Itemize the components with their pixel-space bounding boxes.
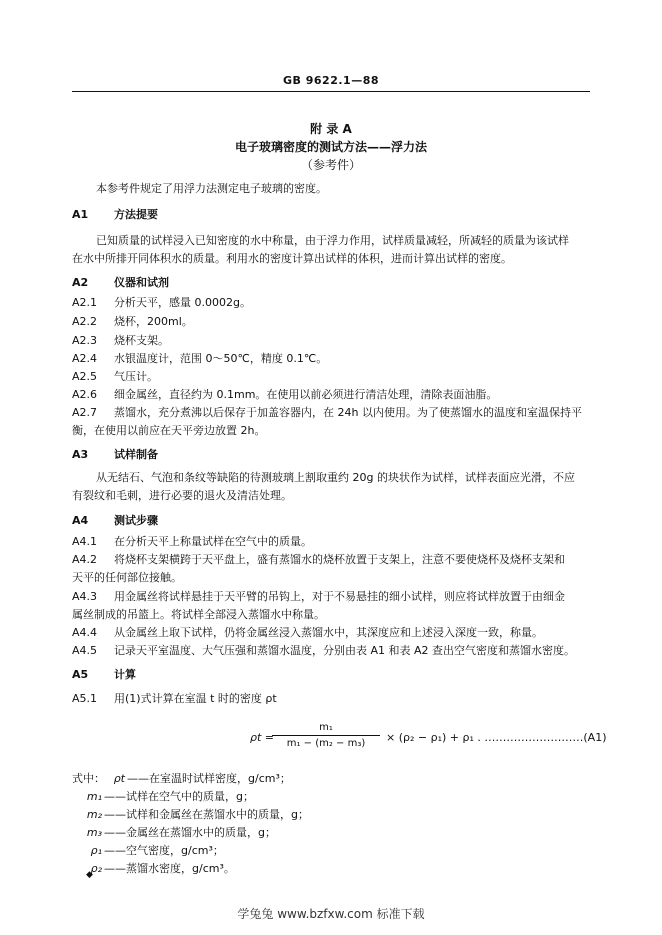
section-a1-heading: A1 方法提要 <box>72 208 158 221</box>
a2-item-2: A2.2 烧杯，200ml。 <box>72 315 193 328</box>
a4-item-3-cont: 属丝制成的吊篮上。将试样全部浸入蒸馏水中称量。 <box>72 608 325 621</box>
a2-item-6: A2.6 细金属丝，直径约为 0.1mm。在使用以前必须进行清洁处理，清除表面油脂。 <box>72 388 498 401</box>
standard-code: GB 9622.1—88 <box>283 74 379 87</box>
site-footer: 学兔兔 www.bzfxw.com 标准下载 <box>237 907 425 921</box>
appendix-note: （参考件） <box>300 158 361 172</box>
a2-item-7: A2.7 蒸馏水，充分煮沸以后保存于加盖容器内，在 24h 以内使用。为了使蒸馏水的温度和室温保持平 <box>72 406 582 419</box>
variable-row-2: m₁ ——试样在空气中的质量，g； <box>86 790 254 803</box>
a4-item-2-cont: 天平的任何部位接触。 <box>72 571 182 584</box>
a2-item-1: A2.1 分析天平，感量 0.0002g。 <box>72 296 251 309</box>
formula-denominator: m₁ − (m₂ − m₃) <box>286 738 366 749</box>
section-a2-heading: A2 仪器和试剂 <box>72 276 169 289</box>
page-mark: ◆ <box>86 870 93 880</box>
variable-row-3: m₂ ——试样和金属丝在蒸馏水中的质量，g； <box>86 808 309 821</box>
a3-text-line2: 有裂纹和毛刺，进行必要的退火及清洁处理。 <box>72 489 292 502</box>
section-a5-heading: A5 计算 <box>72 668 136 681</box>
a1-text-line2: 在水中所排开同体积水的质量。利用水的密度计算出试样的体积，进而计算出试样的密度。 <box>72 252 512 265</box>
section-a3-heading: A3 试样制备 <box>72 448 158 461</box>
fraction-bar <box>272 735 380 736</box>
formula-lhs: ρt = <box>250 731 275 744</box>
a4-item-1: A4.1 在分析天平上称量试样在空气中的质量。 <box>72 535 312 548</box>
formula-numerator: m₁ <box>319 722 333 733</box>
appendix-label: 附 录 A <box>310 122 352 136</box>
a4-item-3: A4.3 用金属丝将试样悬挂于天平臂的吊钩上，对于不易悬挂的细小试样，则应将试样放置于由细金 <box>72 590 565 603</box>
section-a4-heading: A4 测试步骤 <box>72 514 158 527</box>
variable-row-5: ρ₁ ——空气密度，g/cm³； <box>90 844 224 857</box>
a2-item-4: A2.4 水银温度计，范围 0～50℃，精度 0.1℃。 <box>72 352 328 365</box>
intro-paragraph: 本参考件规定了用浮力法测定电子玻璃的密度。 <box>96 182 327 195</box>
a2-item-5: A2.5 气压计。 <box>72 370 158 383</box>
a4-item-2: A4.2 将烧杯支架横跨于天平盘上，盛有蒸馏水的烧杯放置于支架上，注意不要使烧杯及烧杯支架和 <box>72 553 565 566</box>
a5-item-1: A5.1 用(1)式计算在室温 t 时的密度 ρt <box>72 692 277 705</box>
variable-row-6: ρ₂ ——蒸馏水密度，g/cm³。 <box>90 862 235 875</box>
appendix-title: 电子玻璃密度的测试方法——浮力法 <box>234 140 427 154</box>
a1-text-line1: 已知质量的试样浸入已知密度的水中称量，由于浮力作用，试样质量减轻，所减轻的质量为该试样 <box>96 234 569 247</box>
a4-item-5: A4.5 记录天平室温度、大气压强和蒸馏水温度，分别由表 A1 和表 A2 查出空气密度和蒸馏水密度。 <box>72 644 576 657</box>
a2-item-3: A2.3 烧杯支架。 <box>72 334 169 347</box>
variable-row-4: m₃ ——金属丝在蒸馏水中的质量，g； <box>86 826 276 839</box>
a2-item-7-cont: 衡，在使用以前应在天平旁边放置 2h。 <box>72 424 266 437</box>
formula-fraction <box>272 722 380 749</box>
density-formula <box>250 722 607 752</box>
formula-rest: × (ρ₂ − ρ₁) + ρ₁ . ………………………(A1) <box>386 731 607 744</box>
a4-item-4: A4.4 从金属丝上取下试样，仍将金属丝浸入蒸馏水中，其深度应和上述浸入深度一致，称量。 <box>72 626 543 639</box>
a3-text-line1: 从无结石、气泡和条纹等缺陷的待测玻璃上割取重约 20g 的块状作为试样，试样表面应光滑，不应 <box>96 471 575 484</box>
header-rule <box>72 91 590 92</box>
variable-row-1: 式中： ρt ——在室温时试样密度，g/cm³； <box>72 772 291 785</box>
